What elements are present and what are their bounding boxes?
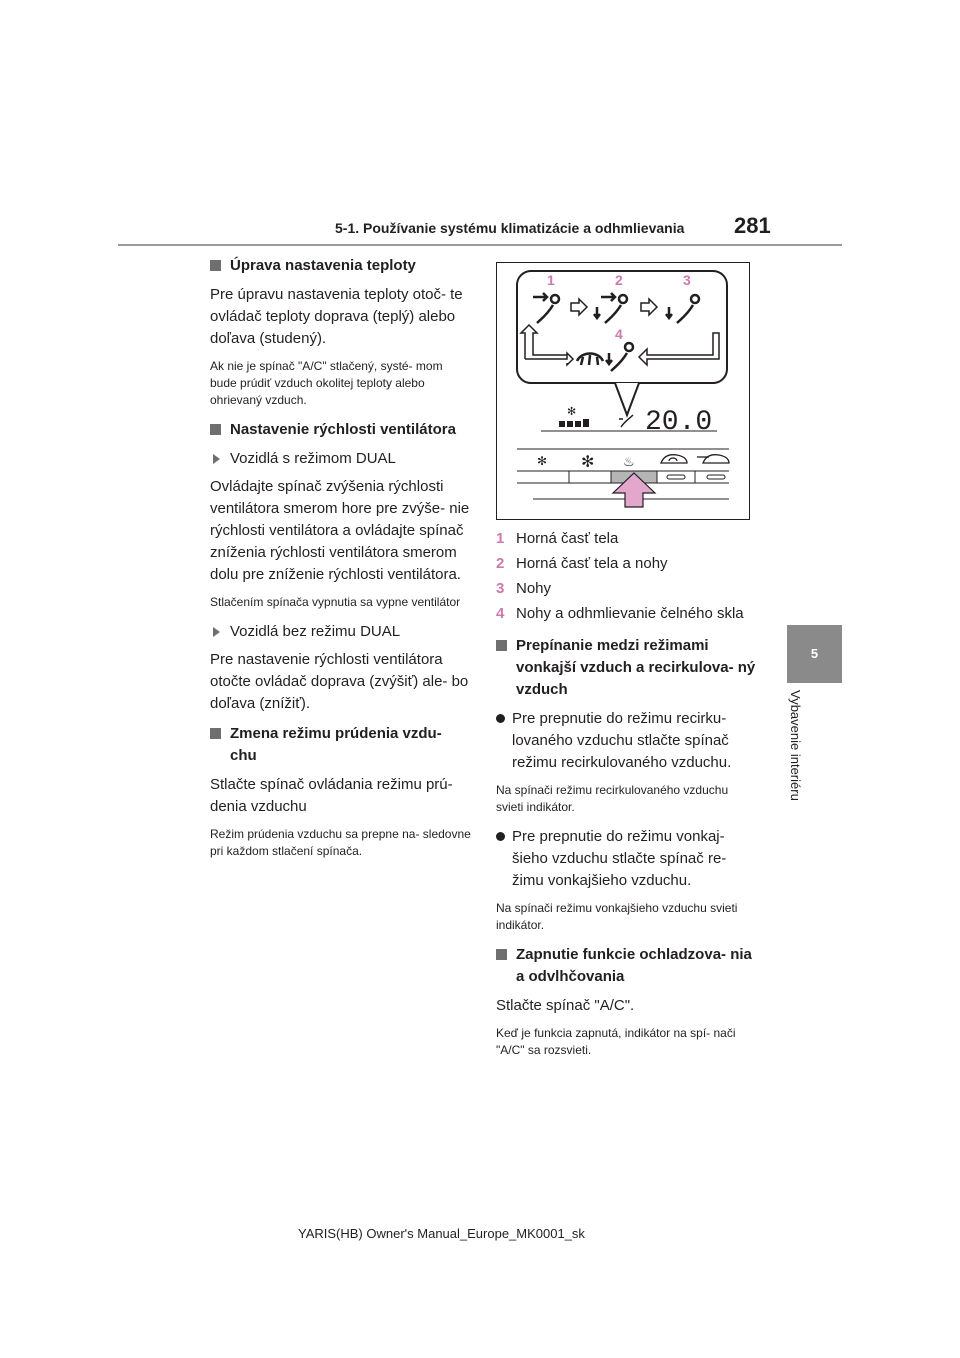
triangle-bullet-icon <box>213 454 220 464</box>
mode-label-1: 1 <box>547 272 555 288</box>
square-bullet-icon <box>496 640 507 651</box>
mode-item-2: 2 Horná časť tela a nohy <box>496 555 668 572</box>
header-divider <box>118 244 842 246</box>
temperature-display: 20.0 <box>645 407 713 438</box>
mode-item-3: 3 Nohy <box>496 580 552 597</box>
chapter-label: Vybavenie interiéru <box>788 690 803 801</box>
note: Na spínači režimu vonkajšieho vzduchu svieti indikátor. <box>496 901 738 932</box>
display-mode-icon <box>619 415 633 427</box>
recirculation-icon <box>661 455 687 463</box>
figure-svg <box>497 263 749 519</box>
recirculation-indicator <box>667 475 685 479</box>
mode-label-2: 2 <box>615 272 623 288</box>
heading-ac: Zapnutie funkcie ochladzova- nia a odvlhčovania <box>496 944 758 988</box>
subheading-no-dual: Vozidlá bez režimu DUAL <box>210 621 472 643</box>
mode-item-4: 4 Nohy a odhmlievanie čelného skla <box>496 605 744 622</box>
square-bullet-icon <box>210 728 221 739</box>
subheading-dual: Vozidlá s režimom DUAL <box>210 448 472 470</box>
triangle-bullet-icon <box>213 627 220 637</box>
mode-label-3: 3 <box>683 272 691 288</box>
heading-fan-speed: Nastavenie rýchlosti ventilátora <box>210 419 472 441</box>
mode-item-1: 1 Horná časť tela <box>496 530 619 547</box>
mode-button-icon: ♨ <box>623 455 635 470</box>
dot-bullet-icon <box>496 832 505 841</box>
fan-level-bars <box>559 419 589 427</box>
paragraph: Pre nastavenie rýchlosti ventilátora otočte ovládač doprava (zvýšiť) ale- bo doľava (znížiť). <box>210 651 469 712</box>
bullet-fresh-air: Pre prepnutie do režimu vonkaj- šieho vzduchu stlačte spínač re- žimu vonkajšieho vzduchu. <box>496 826 758 892</box>
footer-text: YARIS(HB) Owner's Manual_Europe_MK0001_sk <box>298 1226 585 1241</box>
right-column <box>496 528 758 1069</box>
bullet-recirculation: Pre prepnutie do režimu recirku- lovaného vzduchu stlačte spínač režimu recirkulovaného vzduchu. <box>496 708 758 774</box>
square-bullet-icon <box>496 949 507 960</box>
left-column <box>210 255 472 870</box>
note: Stlačením spínača vypnutia sa vypne ventilátor <box>210 595 461 609</box>
fan-icon: ✻ <box>567 405 577 418</box>
paragraph: Stlačte spínač "A/C". <box>496 997 635 1014</box>
fresh-air-indicator <box>707 475 725 479</box>
square-bullet-icon <box>210 260 221 271</box>
airflow-mode-figure <box>496 262 750 520</box>
section-title: 5-1. Používanie systému klimatizácie a odhmlievania <box>335 220 685 236</box>
note: Na spínači režimu recirkulovaného vzduchu svieti indikátor. <box>496 783 729 814</box>
heading-temperature: Úprava nastavenia teploty <box>210 255 472 277</box>
note: Keď je funkcia zapnutá, indikátor na spí- nači "A/C" sa rozsvieti. <box>496 1026 736 1057</box>
note: Ak nie je spínač "A/C" stlačený, systé- mom bude prúdiť vzduch okolitej teploty alebo ohrievaný vzduch. <box>210 359 443 407</box>
square-bullet-icon <box>210 424 221 435</box>
dot-bullet-icon <box>496 714 505 723</box>
paragraph: Pre úpravu nastavenia teploty otoč- te ovládač teploty doprava (teplý) alebo doľava (studený). <box>210 286 463 347</box>
heading-air-source: Prepínanie medzi režimami vonkajší vzduch a recirkulova- ný vzduch <box>496 635 758 701</box>
paragraph: Stlačte spínač ovládania režimu prú- denia vzduchu <box>210 776 453 815</box>
heading-airflow-mode: Zmena režimu prúdenia vzdu- chu <box>210 723 472 767</box>
paragraph: Ovládajte spínač zvýšenia rýchlosti ventilátora smerom hore pre zvýše- nie rýchlosti ventilátora a ovládajte spínač zníženia rýchlosti ventilátora smerom dolu pre zníženie rýchlosti ventilátora. <box>210 478 470 583</box>
fan-low-icon: ✻ <box>537 454 548 468</box>
page-number: 281 <box>734 213 771 238</box>
chapter-tab: 5 <box>787 625 842 683</box>
fan-high-icon: ✻ <box>581 452 595 471</box>
mode-label-4: 4 <box>615 326 623 342</box>
note: Režim prúdenia vzduchu sa prepne na- sledovne pri každom stlačení spínača. <box>210 827 471 858</box>
callout-pointer <box>615 383 639 415</box>
fresh-air-icon <box>697 455 729 463</box>
